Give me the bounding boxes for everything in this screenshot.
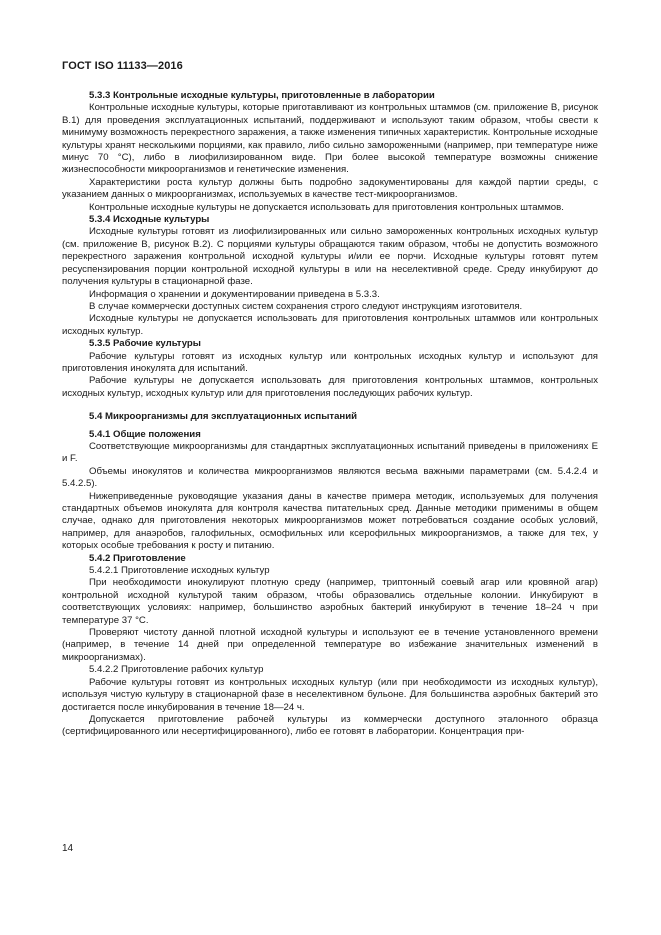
page-number: 14 — [62, 843, 74, 854]
paragraph: Соответствующие микроорганизмы для стандартных эксплуатационных испытаний приведены в приложениях E и F. — [62, 440, 598, 465]
section-heading: 5.4.1 Общие положения — [89, 428, 201, 440]
subsection-heading: 5.4.2.1 Приготовление исходных культур — [89, 565, 270, 577]
paragraph: Нижеприведенные руководящие указания даны в качестве примера методик, используемых для получения стандартных объемов инокулята для контроля качества питательных сред. Данные методики применимы в общем случае, однако для приготовления некоторых микроорганизмов может потребоваться создание особых условий, например, для анаэробов, галофильных, осмофильных или ксерофильных микроорганизмов, а также для тех, у которых особые требования к росту и питанию. — [62, 490, 598, 552]
paragraph: Объемы инокулятов и количества микроорганизмов являются весьма важными параметрами (см. 5.4.2.4 и 5.4.2.5). — [62, 465, 598, 490]
paragraph: При необходимости инокулируют плотную среду (например, триптонный соевый агар или кровяной агар) контрольной исходной культурой таким образом, чтобы образовались отдельные колонии. Инкубируют в соответствующих условиях: например, большинство аэробных бактерий инкубируют в течение 18–24 ч при температуре 37 °С. — [62, 577, 598, 626]
page-body — [62, 90, 598, 739]
paragraph: Контрольные исходные культуры, которые приготавливают из контрольных штаммов (см. приложение B, рисунок B.1) для проведения эксплуатационных испытаний, поддерживают и используют таким образом, чтобы свести к минимуму возможность перекрестного заражения, а также изменения типичных характеристик. Контрольные исходные культуры хранят несколькими порциями, как правило, либо сильно замороженными (например, при температуре ниже минус 70 °С), либо в лиофилизированном виде. При более высокой температуре возможны снижение жизнеспособности микроорганизмов и генетические изменения. — [62, 102, 598, 176]
paragraph: Исходные культуры не допускается использовать для приготовления контрольных штаммов или контрольных исходных культур. — [62, 313, 598, 337]
section-heading: 5.3.5 Рабочие культуры — [89, 338, 201, 350]
section-heading: 5.4.2 Приготовление — [89, 552, 186, 564]
paragraph: Допускается приготовление рабочей культуры из коммерчески доступного эталонного образца (сертифицированного или несертифицированного), либо ее готовят в лаборатории. Концентрация при- — [62, 713, 598, 738]
standard-title: ГОСТ ISO 11133—2016 — [62, 60, 183, 72]
section-heading: 5.3.4 Исходные культуры — [89, 214, 210, 226]
paragraph: Рабочие культуры готовят из контрольных исходных культур (или при необходимости из исходных культур), используя чистую культуру в стационарной фазе в неселективном бульоне. Для большинства аэробных бактерий это достигается после инкубирования в течение 18—24 ч. — [62, 676, 598, 713]
paragraph: Контрольные исходные культуры не допускается использовать для приготовления контрольных штаммов. — [89, 201, 564, 213]
paragraph: Проверяют чистоту данной плотной исходной культуры и используют ее в течение установленного времени (например, в течение 14 дней при определенной температуре во избежание значительных изменений в микроорганизмах). — [62, 627, 598, 663]
section-heading: 5.4 Микроорганизмы для эксплуатационных испытаний — [89, 411, 358, 423]
paragraph: В случае коммерчески доступных систем сохранения строго следуют инструкциям изготовителя. — [89, 300, 523, 312]
paragraph: Характеристики роста культур должны быть подробно задокументированы для каждой партии среды, с указанием данных о микроорганизмах, используемых в качестве тест-микроорганизмов. — [62, 176, 598, 201]
section-heading: 5.3.3 Контрольные исходные культуры, приготовленные в лаборатории — [89, 90, 435, 101]
paragraph: Рабочие культуры готовят из исходных культур или контрольных исходных культур и используют для приготовления инокулята для испытаний. — [62, 350, 598, 374]
paragraph: Рабочие культуры не допускается использовать для приготовления контрольных штаммов, контрольных исходных культур, исходных культур или для приготовления последующих рабочих культур. — [62, 375, 598, 399]
subsection-heading: 5.4.2.2 Приготовление рабочих культур — [89, 664, 264, 676]
paragraph: Исходные культуры готовят из лиофилизированных или сильно замороженных контрольных исходных культур (см. приложение B, рисунок B.2). С порциями культуры обращаются таким образом, чтобы не допустить возможного перекрестного заражения контрольной исходной культуры и/или ее порчи. Исходные культуры готовят путем ресуспензирования порции контрольной исходной культуры в или на неселективной среде. Среду инкубируют до получения культуры в стационарной фазе. — [62, 226, 598, 288]
paragraph: Информация о хранении и документировании приведена в 5.3.3. — [89, 288, 380, 300]
